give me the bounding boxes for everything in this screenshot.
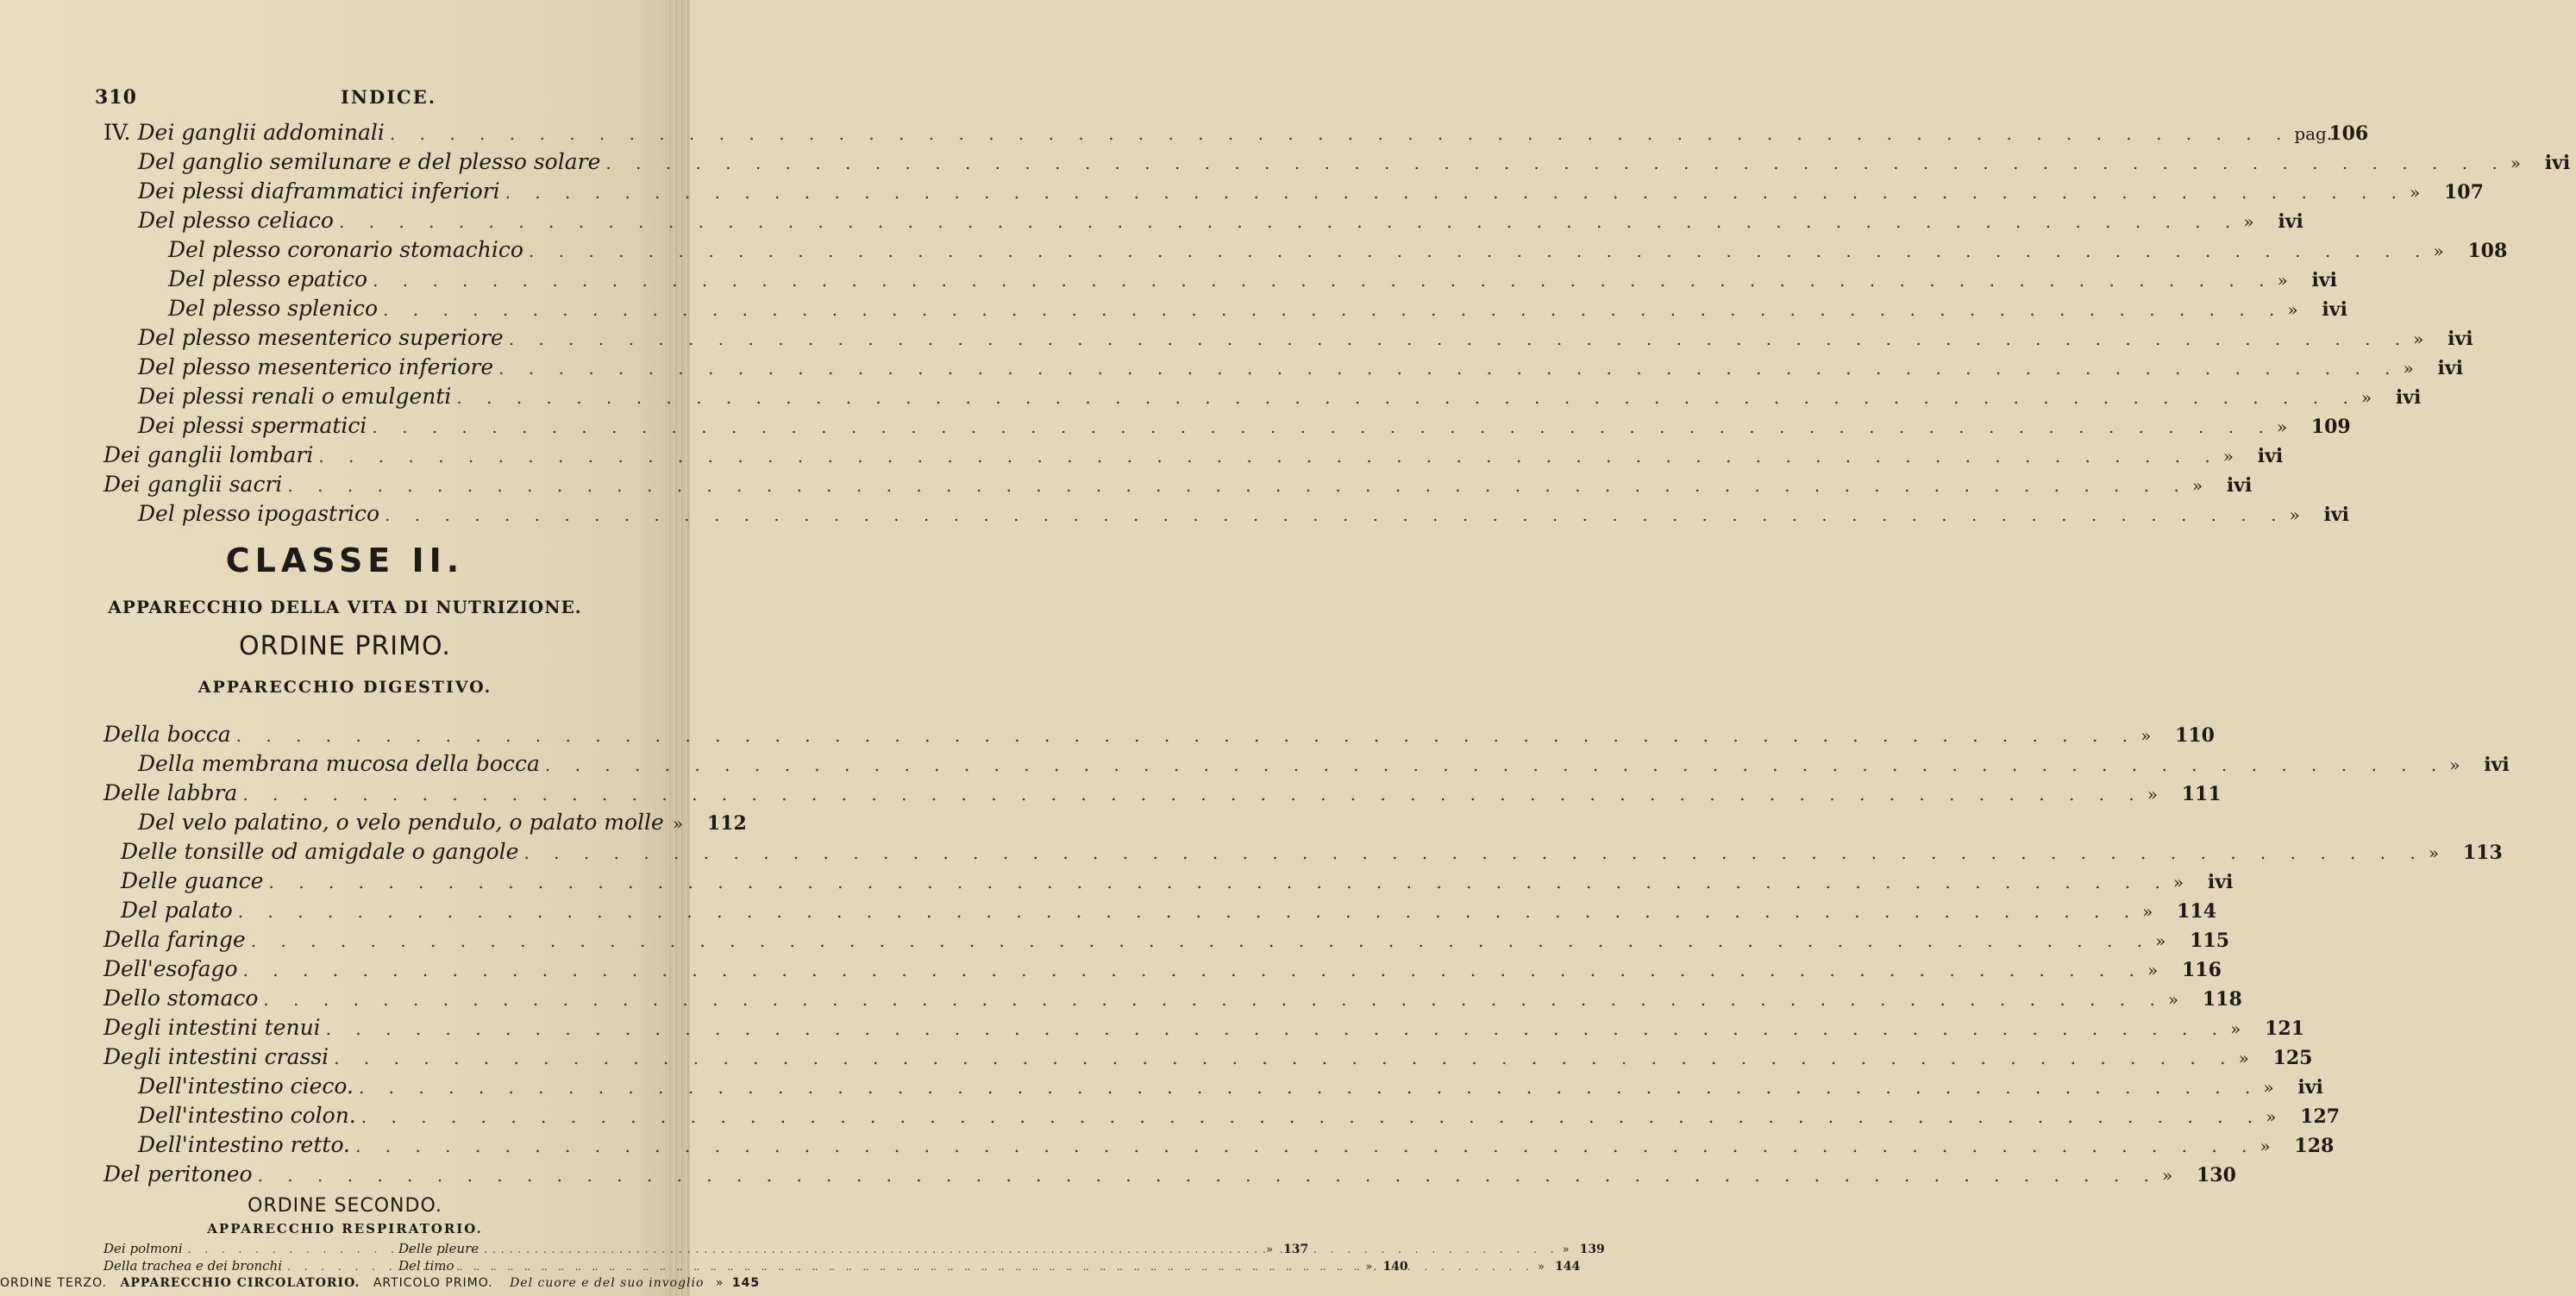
page-prefix: »	[2428, 842, 2440, 863]
page-ref: ivi	[2544, 152, 2571, 174]
section-number: IV.	[103, 120, 131, 145]
entry-title: Delle guance	[121, 868, 264, 893]
leader-dots	[529, 237, 2429, 265]
toc-entry	[103, 1014, 2305, 1042]
page-prefix: »	[2140, 725, 2152, 746]
page-prefix: »	[1266, 1243, 1274, 1256]
entry-title: Dei plessi spermatici	[138, 413, 367, 438]
entry-title: Dell'intestino retto.	[138, 1132, 351, 1157]
page-ref: ivi	[2257, 445, 2284, 467]
entry-title: Del plesso mesenterico inferiore	[138, 354, 494, 379]
leader-dots	[243, 956, 2144, 984]
entry-title: Delle labbra	[103, 780, 238, 805]
page-prefix: »	[2360, 387, 2372, 408]
ordine-secondo-title: ORDINE SECONDO.	[248, 1195, 442, 1217]
page-ref: ivi	[2484, 754, 2510, 776]
page-prefix: »	[2410, 182, 2421, 203]
page-ref: ivi	[2226, 474, 2253, 497]
page-prefix: »	[2243, 211, 2254, 232]
ordine-terzo-block	[0, 1276, 761, 1290]
page-ref: 128	[2294, 1135, 2335, 1157]
leader-dots	[242, 780, 2143, 808]
page-ref: 137	[1283, 1243, 1309, 1256]
toc-entry	[138, 412, 2351, 440]
entry-title: Del peritoneo	[103, 1161, 253, 1186]
page-prefix: »	[2403, 358, 2414, 379]
toc-entry	[138, 354, 2464, 381]
running-title: INDICE.	[341, 86, 437, 108]
leader-dots	[326, 1015, 2227, 1042]
page-prefix: »	[715, 1276, 724, 1290]
leader-dots	[509, 325, 2410, 353]
page-prefix: »	[2167, 989, 2179, 1010]
ordine-primo-subtitle: APPARECCHIO DIGESTIVO.	[197, 678, 492, 697]
entry-title: Degli intestini tenui	[103, 1015, 321, 1040]
entry-title: Dei polmoni	[103, 1241, 183, 1256]
toc-entry	[103, 471, 2253, 498]
page-ref: 107	[2444, 181, 2484, 203]
toc-entry	[103, 1043, 2313, 1071]
toc-entry	[138, 178, 2484, 205]
entry-title: Dei plessi renali o emulgenti	[138, 384, 452, 409]
page-ref: 116	[2182, 959, 2222, 981]
toc-entry	[103, 441, 2284, 469]
page-ref: 121	[2265, 1017, 2305, 1040]
leader-dots	[373, 266, 2273, 294]
leader-dots	[287, 472, 2188, 499]
page-ref: 108	[2467, 240, 2508, 262]
entry-title: Del ganglio semilunare e del plesso solare	[138, 149, 601, 174]
toc-entry	[138, 207, 2303, 235]
page-ref: 114	[2177, 900, 2217, 923]
leader-dots	[523, 839, 2424, 867]
leader-dots	[505, 178, 2406, 206]
leader-dots	[355, 1132, 2256, 1160]
toc-entry	[103, 955, 2222, 983]
page-ref: ivi	[2297, 1076, 2323, 1099]
page-prefix: »	[2433, 241, 2444, 261]
entry-title: Del palato	[121, 898, 233, 923]
page-ref: 139	[1579, 1243, 1605, 1256]
toc-entry	[121, 838, 2503, 866]
entry-title: Dell'esofago	[103, 956, 238, 981]
entry-title: Della bocca	[103, 722, 231, 747]
toc-entry	[138, 750, 2510, 778]
toc-entry	[103, 926, 2230, 954]
toc-entry	[103, 1161, 2236, 1188]
page-ref: 144	[1555, 1260, 1581, 1274]
entry-title: Del timo	[398, 1258, 454, 1274]
page-prefix: »	[2191, 475, 2203, 496]
leader-dots	[251, 927, 2152, 955]
page-ref: 109	[2310, 416, 2351, 438]
entry-title: Dello stomaco	[103, 986, 259, 1011]
leader-dots	[258, 1161, 2159, 1189]
page-ref: 110	[2175, 724, 2215, 747]
toc-entry	[103, 985, 2242, 1012]
toc-entry	[168, 295, 2347, 322]
page-ref: 112	[706, 812, 747, 835]
leader-dots	[390, 120, 2291, 147]
classe-subtitle: APPARECCHIO DELLA VITA DI NUTRIZIONE.	[108, 597, 582, 617]
entry-title: Del plesso epatico	[168, 266, 368, 291]
entry-title: Delle tonsille od amigdale o gangole	[121, 839, 519, 864]
entry-title: Del velo palatino, o velo pendulo, o palato molle	[138, 810, 664, 835]
leader-dots	[359, 1074, 2259, 1101]
page-prefix: »	[672, 813, 684, 834]
page-prefix: »	[1562, 1243, 1570, 1256]
page-prefix: »	[2277, 270, 2288, 291]
page-ref: 130	[2196, 1164, 2236, 1186]
ordine-secondo-subtitle: APPARECCHIO RESPIRATORIO.	[207, 1221, 483, 1237]
entry-title: Del plesso celiaco	[138, 208, 334, 233]
leader-dots	[545, 751, 2446, 779]
entry-title: Del plesso mesenterico superiore	[138, 325, 504, 350]
leader-dots	[484, 1241, 1558, 1258]
toc-entry	[103, 721, 2215, 748]
page-prefix: »	[2147, 784, 2158, 805]
page-prefix: »	[2222, 446, 2234, 466]
page-prefix: »	[2449, 754, 2460, 775]
ordine-terzo-title: ORDINE TERZO.	[0, 1276, 108, 1290]
page-prefix: »	[2259, 1136, 2271, 1156]
page-prefix: pag.	[2294, 123, 2333, 144]
leader-dots	[361, 1103, 2262, 1130]
page-ref: ivi	[2311, 269, 2337, 291]
page-ref: 111	[2181, 783, 2222, 805]
toc-entry	[138, 383, 2422, 410]
page-prefix: »	[1365, 1261, 1373, 1274]
leader-dots	[339, 208, 2240, 235]
toc-entry	[138, 1131, 2335, 1159]
articolo-title: ARTICOLO PRIMO.	[373, 1276, 493, 1290]
page-prefix: »	[2230, 1018, 2241, 1039]
page-ref: 115	[2190, 930, 2230, 952]
entry-title: Dei ganglii addominali	[137, 120, 385, 145]
leader-dots	[456, 384, 2357, 411]
entry-title: Dell'intestino colon.	[138, 1103, 356, 1128]
page-prefix: »	[2238, 1048, 2249, 1068]
ordine-primo-title: ORDINE PRIMO.	[239, 631, 451, 661]
page-ref: 125	[2272, 1047, 2313, 1069]
entry-title: Dell'intestino cieco.	[138, 1074, 354, 1099]
page-ref: ivi	[2395, 386, 2422, 409]
page-prefix: »	[2287, 299, 2298, 320]
leader-dots	[372, 413, 2272, 441]
toc-entry	[168, 266, 2337, 293]
toc-entry	[121, 897, 2217, 924]
leader-dots	[383, 296, 2284, 323]
page-ref: 140	[1382, 1260, 1408, 1274]
entry-title: Del plesso splenico	[168, 296, 379, 321]
page-prefix: »	[2147, 960, 2159, 980]
running-head	[95, 86, 612, 121]
page-prefix: »	[2161, 1165, 2173, 1186]
page-number: 310	[95, 86, 137, 109]
leader-dots	[268, 868, 2169, 896]
toc-entry	[121, 867, 2234, 895]
toc-entry	[138, 500, 2349, 528]
ordine-terzo-subtitle: APPARECCHIO CIRCOLATORIO.	[120, 1276, 360, 1290]
page-ref: ivi	[2278, 210, 2303, 233]
leader-dots	[498, 354, 2399, 382]
page-ref: 127	[2300, 1105, 2341, 1128]
page-prefix: »	[2263, 1077, 2274, 1098]
leader-dots	[238, 898, 2139, 925]
page-prefix: »	[2276, 416, 2288, 437]
page-prefix: »	[2155, 930, 2166, 951]
classe-title: CLASSE II.	[225, 542, 465, 579]
entry-title: Del cuore e del suo invoglio	[510, 1276, 705, 1290]
entry-title: Del plesso coronario stomachico	[168, 237, 523, 262]
page-prefix: »	[2289, 504, 2300, 525]
leader-dots	[263, 986, 2164, 1013]
page-prefix: »	[2142, 901, 2153, 922]
toc-entry	[138, 1073, 2323, 1100]
page-ref: ivi	[2207, 871, 2234, 893]
leader-dots	[236, 722, 2137, 749]
page-prefix: »	[2413, 329, 2424, 349]
entry-title: Dei ganglii lombari	[103, 442, 314, 467]
toc-entry	[103, 119, 2369, 147]
page-prefix: »	[1538, 1261, 1545, 1274]
toc-entry	[138, 324, 2473, 352]
toc-entry	[138, 148, 2571, 176]
entry-title: Della faringe	[103, 927, 246, 952]
page-ref: 113	[2462, 842, 2503, 864]
page-prefix: »	[2266, 1106, 2277, 1127]
toc-entry	[138, 1102, 2341, 1130]
leader-dots	[460, 1258, 1534, 1275]
page-prefix: »	[2172, 872, 2184, 892]
page-ref: ivi	[2437, 357, 2464, 379]
page-ref: ivi	[2323, 504, 2349, 526]
entry-title: Delle pleure	[398, 1241, 479, 1256]
entry-title: Degli intestini crassi	[103, 1044, 329, 1069]
entry-title: Dei ganglii sacri	[103, 472, 283, 497]
leader-dots	[334, 1044, 2234, 1072]
page-ref: 145	[731, 1276, 761, 1290]
entry-title: Della trachea e dei bronchi	[103, 1258, 283, 1274]
toc-entry	[103, 779, 2222, 807]
entry-title: Della membrana mucosa della bocca	[138, 751, 540, 776]
leader-dots	[385, 501, 2285, 529]
leader-dots	[318, 442, 2219, 470]
entry-title: Dei plessi diaframmatici inferiori	[138, 178, 500, 203]
page-ref: ivi	[2448, 328, 2473, 350]
toc-entry	[138, 809, 747, 836]
page-ref: 118	[2202, 988, 2242, 1011]
page-ref: ivi	[2322, 298, 2347, 321]
leader-dots	[605, 149, 2506, 177]
entry-title: Del plesso ipogastrico	[138, 501, 380, 526]
page-prefix: »	[2510, 153, 2522, 173]
toc-entry	[168, 236, 2508, 264]
page-ref: 106	[2328, 122, 2369, 145]
